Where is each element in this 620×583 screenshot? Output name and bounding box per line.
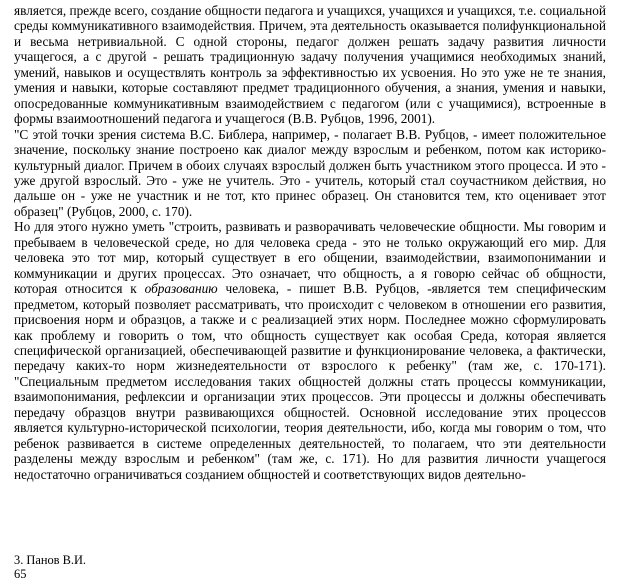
- paragraph-1: является, прежде всего, создание общности педагога и учащихся, учащихся и учащихся, т.е. социальной среды коммуникативного взаимодействия. Причем, эта деятельность оказывается полифункциональной и весьма нетривиальной. С одной стороны, педагог должен решать задачу развития личности учащегося, а с другой - решать традиционную задачу получения учащимися необходимых знаний, умений, навыков и осуществлять контроль за эффективностью их усвоения. Но это уже не те знания, умения и навыки, которые составляют предмет традиционного обучения, а знания, умения и навыки, опосредованные коммуникативным взаимодействием с педагогом (или с учащимися), встроенные в формы взаимоотношений педагога и учащегося (В.В. Рубцов, 1996, 2001).: [14, 3, 606, 127]
- page-number: 65: [14, 567, 27, 581]
- page-footer: [14, 553, 86, 581]
- footer-reference: 3. Панов В.И.: [14, 553, 87, 567]
- paragraph-3-segment-1: Но для этого нужно уметь "строить, развивать и разворачивать человеческие общности. Мы говорим и пребываем в человеческой среде, но для человека среда - это не только окружающий его мир. Для человека это тот мир, который существует в его общении, взаимодействии, взаимопонимании и коммуникации и других процессах. Это означает, что общность, а я говорю сейчас об общности, которая относится к: [14, 219, 606, 297]
- paragraph-3: [14, 219, 606, 482]
- document-body: [14, 3, 606, 482]
- paragraph-3-segment-3: человека, - пишет В.В. Рубцов, -является тем специфическим предметом, который позволяет рассматривать, что происходит с человеком в отношении его развития, присвоения норм и образцов, а также и с реализацией этих норм. Последнее можно сформулировать как проблему и говорить о том, что общность существует как особая Среда, которая является специфической организацией, обеспечивающей развитие и функционирование человека, а фактически, передачу каких-то норм жизнедеятельности от взрослого к ребенку" (там же, с. 170-171). "Специальным предметом исследования таких общностей должны стать процессы коммуникации, взаимопонимания, рефлексии и организации этих процессов. Эти процессы и должны обеспечивать передачу образцов внутри развивающихся общностей. Основной исследование этих процессов является культурно-исторической психологии, теория деятельности, ибо, когда мы говорим о том, что ребенок развивается в системе определенных деятельностей, то полагаем, что эти деятельности разделены между взрослым и ребенком" (там же, с. 171). Но для развития личности учащегося недостаточно ограничиваться созданием общностей и соответствующих видов деятельно-: [14, 281, 606, 482]
- paragraph-3-emphasis: образованию: [144, 281, 218, 297]
- paragraph-2: "С этой точки зрения система В.С. Библера, например, - полагает В.В. Рубцов, - имеет положительное значение, поскольку знание построено как диалог между взрослым и ребенком, потом как историко-культурный диалог. Причем в обоих случаях взрослый должен быть участником этого процесса. И это - уже другой взрослый. Это - уже не учитель. Это - учитель, который стал соучастником действия, но дальше он - уже не участник и не тот, кто принес образец. Он становится тем, кто оценивает этот образец" (Рубцов, 2000, с. 170).: [14, 126, 606, 219]
